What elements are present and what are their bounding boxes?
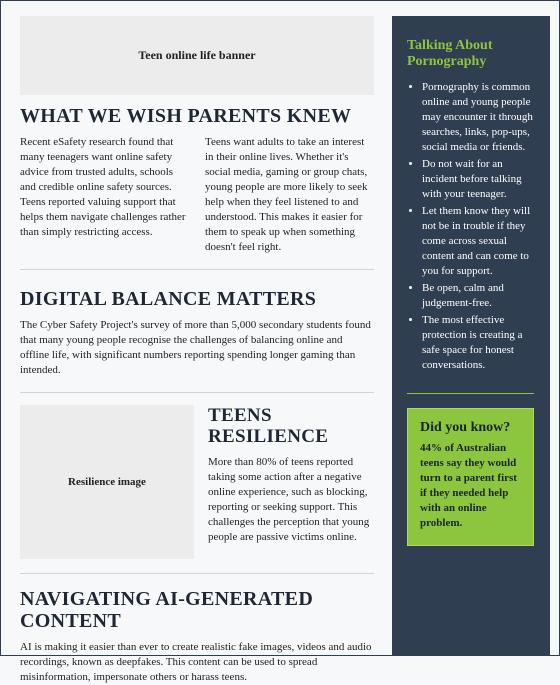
divider <box>20 269 374 270</box>
ai-title: NAVIGATING AI-GENERATED CONTENT <box>20 588 314 632</box>
resilience-body <box>208 405 374 559</box>
parents-col1: Recent eSafety research found that many teenagers want online safety advice from trusted adults, schools and credible online safety sources. Teens reported valuing support that helps them navigate challenges rather than simply restricting access. <box>20 136 186 238</box>
did-you-know-text: 44% of Australian teens say they would turn to a parent first if they needed help with an online problem. <box>420 442 517 529</box>
sidebar-list <box>407 80 534 373</box>
resilience-image-label: Resilience image <box>68 476 146 488</box>
sidebar-title: Talking About Pornography <box>407 38 493 69</box>
parents-title: WHAT WE WISH PARENTS KNEW <box>20 105 352 127</box>
parents-col2: Teens want adults to take an interest in their online lives. Whether it's social media, gaming or group chats, young people are more likely to seek help when they feel listened to and understood. This makes it easier for them to speak up when something doesn't feel right. <box>205 136 368 253</box>
resilience-section <box>20 405 374 559</box>
resilience-text: More than 80% of teens reported taking some action after a negative online experience, such as blocking, reporting or seeking support. This challenges the perception that young people are passive victims online. <box>208 456 370 543</box>
banner-image-placeholder <box>20 16 374 95</box>
sidebar-list-item: • Be open, calm and judgement-free. <box>422 281 534 311</box>
balance-title: DIGITAL BALANCE MATTERS <box>20 288 317 310</box>
did-you-know-title: Did you know? <box>420 420 511 435</box>
divider <box>20 573 374 574</box>
balance-text: The Cyber Safety Project's survey of more than 5,000 secondary students found that many young people recognise the challenges of balancing online and offline life, with significant numbers reporting spending longer gaming than intended. <box>20 319 371 376</box>
sidebar-list-item: • Let them know they will not be in trouble if they come across sexual content and can come to you for support. <box>422 204 534 279</box>
sidebar-list-item: • Do not wait for an incident before talking with your teenager. <box>422 157 534 202</box>
sidebar <box>392 16 550 656</box>
divider <box>20 392 374 393</box>
did-you-know-box <box>407 408 534 546</box>
resilience-image-placeholder <box>20 405 194 559</box>
sidebar-list-item: • Pornography is common online and young people may encounter it through searches, links, pop-ups, social media or friends. <box>422 80 534 155</box>
resilience-title: TEENS RESILIENCE <box>208 405 329 447</box>
ai-text: AI is making it easier than ever to create realistic fake images, videos and audio recordings, known as deepfakes. This content can be used to spread misinformation, impersonate others or harass teens. <box>20 641 372 683</box>
parents-columns <box>20 135 374 255</box>
sidebar-divider <box>407 393 534 394</box>
banner-label: Teen online life banner <box>138 48 256 62</box>
main-content <box>20 16 374 685</box>
sidebar-list-item: • The most effective protection is creating a safe space for honest conversations. <box>422 313 534 373</box>
